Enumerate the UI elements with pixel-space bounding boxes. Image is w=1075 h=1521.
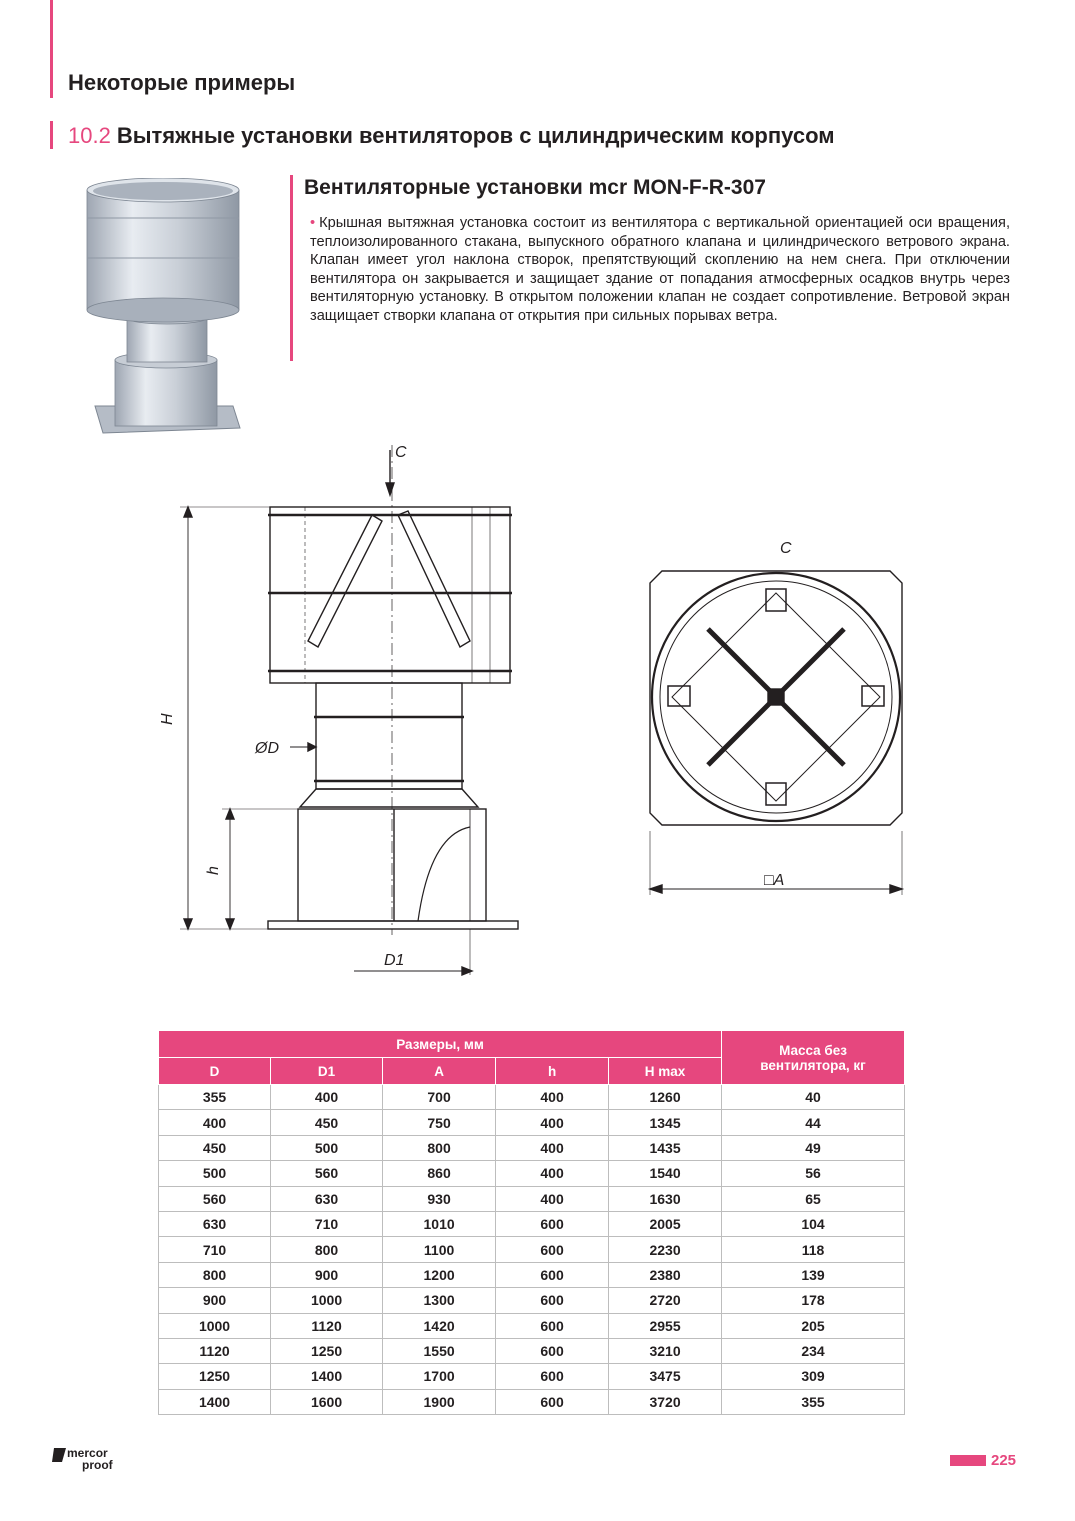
table-cell: 49 — [722, 1135, 905, 1160]
table-cell: 355 — [159, 1085, 271, 1110]
page-number-bar — [950, 1455, 986, 1466]
table-cell: 1250 — [271, 1338, 383, 1363]
table-cell: 400 — [496, 1186, 609, 1211]
section-heading — [68, 123, 835, 149]
table-cell: 600 — [496, 1237, 609, 1262]
table-cell: 630 — [159, 1211, 271, 1236]
table-cell: 700 — [383, 1085, 496, 1110]
table-cell: 400 — [496, 1085, 609, 1110]
table-cell: 400 — [271, 1085, 383, 1110]
table-cell: 3475 — [609, 1364, 722, 1389]
table-cell: 400 — [496, 1135, 609, 1160]
col-header-a: A — [383, 1058, 496, 1085]
table-cell: 1400 — [271, 1364, 383, 1389]
table-row — [159, 1262, 905, 1287]
table-cell: 3720 — [609, 1389, 722, 1414]
side-view-drawing — [150, 435, 550, 980]
table-cell: 205 — [722, 1313, 905, 1338]
mass-header-line2: вентилятора, кг — [760, 1057, 866, 1073]
label-c-side: C — [780, 540, 792, 557]
table-cell: 2380 — [609, 1262, 722, 1287]
table-cell: 1200 — [383, 1262, 496, 1287]
table-cell: 1420 — [383, 1313, 496, 1338]
section-number: 10.2 — [68, 123, 111, 148]
table-cell: 600 — [496, 1262, 609, 1287]
table-cell: 560 — [159, 1186, 271, 1211]
group-header: Размеры, мм — [159, 1031, 722, 1058]
mass-header-line1: Масса без — [779, 1042, 847, 1058]
table-cell: 1900 — [383, 1389, 496, 1414]
dimensions-table — [158, 1030, 905, 1415]
label-a: □A — [764, 872, 785, 889]
table-cell: 2720 — [609, 1288, 722, 1313]
table-cell: 2230 — [609, 1237, 722, 1262]
table-row — [159, 1237, 905, 1262]
table-cell: 1345 — [609, 1110, 722, 1135]
table-cell: 600 — [496, 1364, 609, 1389]
table-cell: 500 — [271, 1135, 383, 1160]
table-row — [159, 1288, 905, 1313]
accent-bar-top — [50, 0, 53, 98]
table-cell: 800 — [159, 1262, 271, 1287]
heading-examples: Некоторые примеры — [68, 70, 296, 95]
table-cell: 800 — [383, 1135, 496, 1160]
table-row — [159, 1161, 905, 1186]
table-cell: 900 — [159, 1288, 271, 1313]
mass-header — [722, 1031, 905, 1085]
subsection-title: Вентиляторные установки mcr MON-F-R-307 — [304, 176, 766, 199]
table-cell: 104 — [722, 1211, 905, 1236]
table-cell: 400 — [496, 1110, 609, 1135]
table-row — [159, 1313, 905, 1338]
table-cell: 400 — [159, 1110, 271, 1135]
table-row — [159, 1338, 905, 1363]
section-title: Вытяжные установки вентиляторов с цилиндрическим корпусом — [116, 123, 835, 148]
table-cell: 600 — [496, 1389, 609, 1414]
table-cell: 450 — [159, 1135, 271, 1160]
table-cell: 1250 — [159, 1364, 271, 1389]
table-cell: 400 — [496, 1161, 609, 1186]
accent-bar-section — [50, 121, 53, 149]
table-cell: 309 — [722, 1364, 905, 1389]
table-cell: 600 — [496, 1288, 609, 1313]
table-row — [159, 1364, 905, 1389]
table-cell: 139 — [722, 1262, 905, 1287]
table-row — [159, 1110, 905, 1135]
table-cell: 44 — [722, 1110, 905, 1135]
table-cell: 500 — [159, 1161, 271, 1186]
page-number: 225 — [991, 1452, 1017, 1469]
table-cell: 65 — [722, 1186, 905, 1211]
table-cell: 2955 — [609, 1313, 722, 1338]
table-cell: 600 — [496, 1338, 609, 1363]
bullet-icon: • — [310, 215, 316, 231]
table-cell: 710 — [271, 1211, 383, 1236]
table-cell: 1400 — [159, 1389, 271, 1414]
table-cell: 1000 — [159, 1313, 271, 1338]
table-cell: 1120 — [159, 1338, 271, 1363]
table-row — [159, 1389, 905, 1414]
table-cell: 1600 — [271, 1389, 383, 1414]
table-cell: 1100 — [383, 1237, 496, 1262]
table-cell: 1550 — [383, 1338, 496, 1363]
table-cell: 1700 — [383, 1364, 496, 1389]
label-h-total: H — [159, 713, 176, 725]
table-cell: 178 — [722, 1288, 905, 1313]
table-cell: 234 — [722, 1338, 905, 1363]
mercor-proof-logo — [52, 1444, 142, 1474]
table-body — [159, 1085, 905, 1415]
table-cell: 930 — [383, 1186, 496, 1211]
table-cell: 1000 — [271, 1288, 383, 1313]
table-cell: 1120 — [271, 1313, 383, 1338]
table-cell: 600 — [496, 1211, 609, 1236]
table-cell: 1540 — [609, 1161, 722, 1186]
table-cell: 3210 — [609, 1338, 722, 1363]
table-row — [159, 1186, 905, 1211]
table-row — [159, 1211, 905, 1236]
table-cell: 56 — [722, 1161, 905, 1186]
table-row — [159, 1135, 905, 1160]
table-cell: 1260 — [609, 1085, 722, 1110]
top-view-drawing — [640, 535, 920, 895]
label-c-top: C — [395, 444, 407, 461]
accent-bar-subsection — [290, 175, 293, 361]
col-header-h: h — [496, 1058, 609, 1085]
col-header-d: D — [159, 1058, 271, 1085]
table-cell: 860 — [383, 1161, 496, 1186]
logo-line2: proof — [82, 1458, 113, 1472]
table-cell: 710 — [159, 1237, 271, 1262]
table-cell: 900 — [271, 1262, 383, 1287]
label-d: ØD — [255, 740, 279, 757]
table-cell: 600 — [496, 1313, 609, 1338]
table-cell: 630 — [271, 1186, 383, 1211]
table-cell: 355 — [722, 1389, 905, 1414]
table-cell: 1300 — [383, 1288, 496, 1313]
table-cell: 1010 — [383, 1211, 496, 1236]
table-row — [159, 1085, 905, 1110]
table-cell: 40 — [722, 1085, 905, 1110]
description-text: Крышная вытяжная установка состоит из вентилятора с вертикальной ориентацией оси вращения, теплоизолированного стакана, выпускного обратного клапана и цилиндрического ветрового экрана. Клапан имеет угол наклона створок, препятствующий скоплению на нем снега. При отключении вентилятора он закрывается и защищает здание от попадания атмосферных осадков внутрь через вентиляторную установку. В открытом положении клапан не создает сопротивление. Ветровой экран защищает створки клапана от открытия при сильных порывах ветра. — [310, 215, 1010, 324]
table-cell: 450 — [271, 1110, 383, 1135]
table-cell: 800 — [271, 1237, 383, 1262]
col-header-hmax: H max — [609, 1058, 722, 1085]
label-h-base: h — [205, 866, 222, 875]
logo-line1: mercor — [67, 1446, 108, 1460]
table-cell: 118 — [722, 1237, 905, 1262]
table-cell: 1630 — [609, 1186, 722, 1211]
table-cell: 560 — [271, 1161, 383, 1186]
product-photo — [85, 178, 245, 438]
table-cell: 1435 — [609, 1135, 722, 1160]
description — [310, 214, 1010, 326]
col-header-d1: D1 — [271, 1058, 383, 1085]
table-cell: 750 — [383, 1110, 496, 1135]
table-cell: 2005 — [609, 1211, 722, 1236]
label-d1: D1 — [384, 952, 405, 969]
